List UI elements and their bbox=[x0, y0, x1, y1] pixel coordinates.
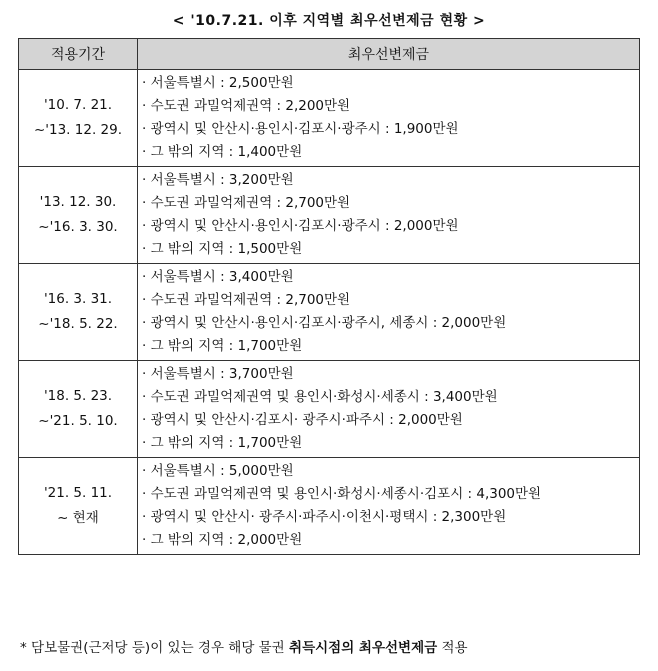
period-cell bbox=[19, 458, 138, 555]
header-period: 적용기간 bbox=[19, 39, 138, 70]
table-row bbox=[19, 458, 640, 555]
period-line: '16. 3. 31. bbox=[43, 291, 113, 307]
amount-cell bbox=[138, 458, 640, 555]
amount-line: · 서울특별시 : 5,000만원 bbox=[142, 463, 294, 479]
amount-line: · 서울특별시 : 3,200만원 bbox=[142, 172, 294, 188]
page-title: < '10.7.21. 이후 지역별 최우선변제금 현황 > bbox=[172, 13, 486, 29]
period-line: '10. 7. 21. bbox=[43, 97, 113, 113]
period-cell bbox=[19, 361, 138, 458]
amount-line: · 수도권 과밀억제권역 : 2,700만원 bbox=[142, 292, 351, 308]
table-row bbox=[19, 264, 640, 361]
period-cell bbox=[19, 167, 138, 264]
amount-line: · 광역시 및 안산시· 광주시·파주시·이천시·평택시 : 2,300만원 bbox=[142, 509, 507, 525]
period-line: '18. 5. 23. bbox=[43, 388, 113, 404]
footnote-prefix: * 담보물권(근저당 등)이 있는 경우 해당 물권 bbox=[20, 640, 290, 656]
amount-line: · 광역시 및 안산시·용인시·김포시·광주시 : 2,000만원 bbox=[142, 218, 459, 234]
amount-line: · 서울특별시 : 2,500만원 bbox=[142, 75, 294, 91]
amount-line: · 수도권 과밀억제권역 및 용인시·화성시·세종시·김포시 : 4,300만원 bbox=[142, 486, 542, 502]
amount-cell bbox=[138, 361, 640, 458]
footnote-bold: 취득시점의 최우선변제금 bbox=[289, 640, 438, 656]
amount-line: · 광역시 및 안산시·용인시·김포시·광주시 : 1,900만원 bbox=[142, 121, 459, 137]
footnote-suffix: 적용 bbox=[437, 640, 468, 656]
table-row bbox=[19, 361, 640, 458]
amount-cell bbox=[138, 264, 640, 361]
amount-line: · 광역시 및 안산시·김포시· 광주시·파주시 : 2,000만원 bbox=[142, 412, 463, 428]
amount-line: · 그 밖의 지역 : 1,700만원 bbox=[142, 435, 303, 451]
priority-repayment-table bbox=[18, 38, 640, 555]
amount-cell bbox=[138, 70, 640, 167]
header-amount: 최우선변제금 bbox=[138, 39, 640, 70]
amount-line: · 수도권 과밀억제권역 및 용인시·화성시·세종시 : 3,400만원 bbox=[142, 389, 498, 405]
period-line: ~ 현재 bbox=[57, 510, 99, 526]
amount-line: · 그 밖의 지역 : 1,700만원 bbox=[142, 338, 303, 354]
table-header-row bbox=[19, 39, 640, 70]
period-line: '21. 5. 11. bbox=[43, 485, 113, 501]
period-line: ~'18. 5. 22. bbox=[38, 316, 118, 332]
footnote bbox=[20, 636, 468, 656]
period-line: '13. 12. 30. bbox=[39, 194, 117, 210]
amount-line: · 그 밖의 지역 : 1,400만원 bbox=[142, 144, 303, 160]
table-row bbox=[19, 167, 640, 264]
amount-line: · 수도권 과밀억제권역 : 2,200만원 bbox=[142, 98, 351, 114]
amount-line: · 수도권 과밀억제권역 : 2,700만원 bbox=[142, 195, 351, 211]
period-cell bbox=[19, 264, 138, 361]
amount-line: · 서울특별시 : 3,400만원 bbox=[142, 269, 294, 285]
period-line: ~'13. 12. 29. bbox=[33, 122, 122, 138]
period-cell bbox=[19, 70, 138, 167]
amount-line: · 서울특별시 : 3,700만원 bbox=[142, 366, 294, 382]
period-line: ~'16. 3. 30. bbox=[38, 219, 118, 235]
amount-line: · 광역시 및 안산시·용인시·김포시·광주시, 세종시 : 2,000만원 bbox=[142, 315, 507, 331]
period-line: ~'21. 5. 10. bbox=[38, 413, 118, 429]
amount-line: · 그 밖의 지역 : 2,000만원 bbox=[142, 532, 303, 548]
table-row bbox=[19, 70, 640, 167]
amount-line: · 그 밖의 지역 : 1,500만원 bbox=[142, 241, 303, 257]
amount-cell bbox=[138, 167, 640, 264]
